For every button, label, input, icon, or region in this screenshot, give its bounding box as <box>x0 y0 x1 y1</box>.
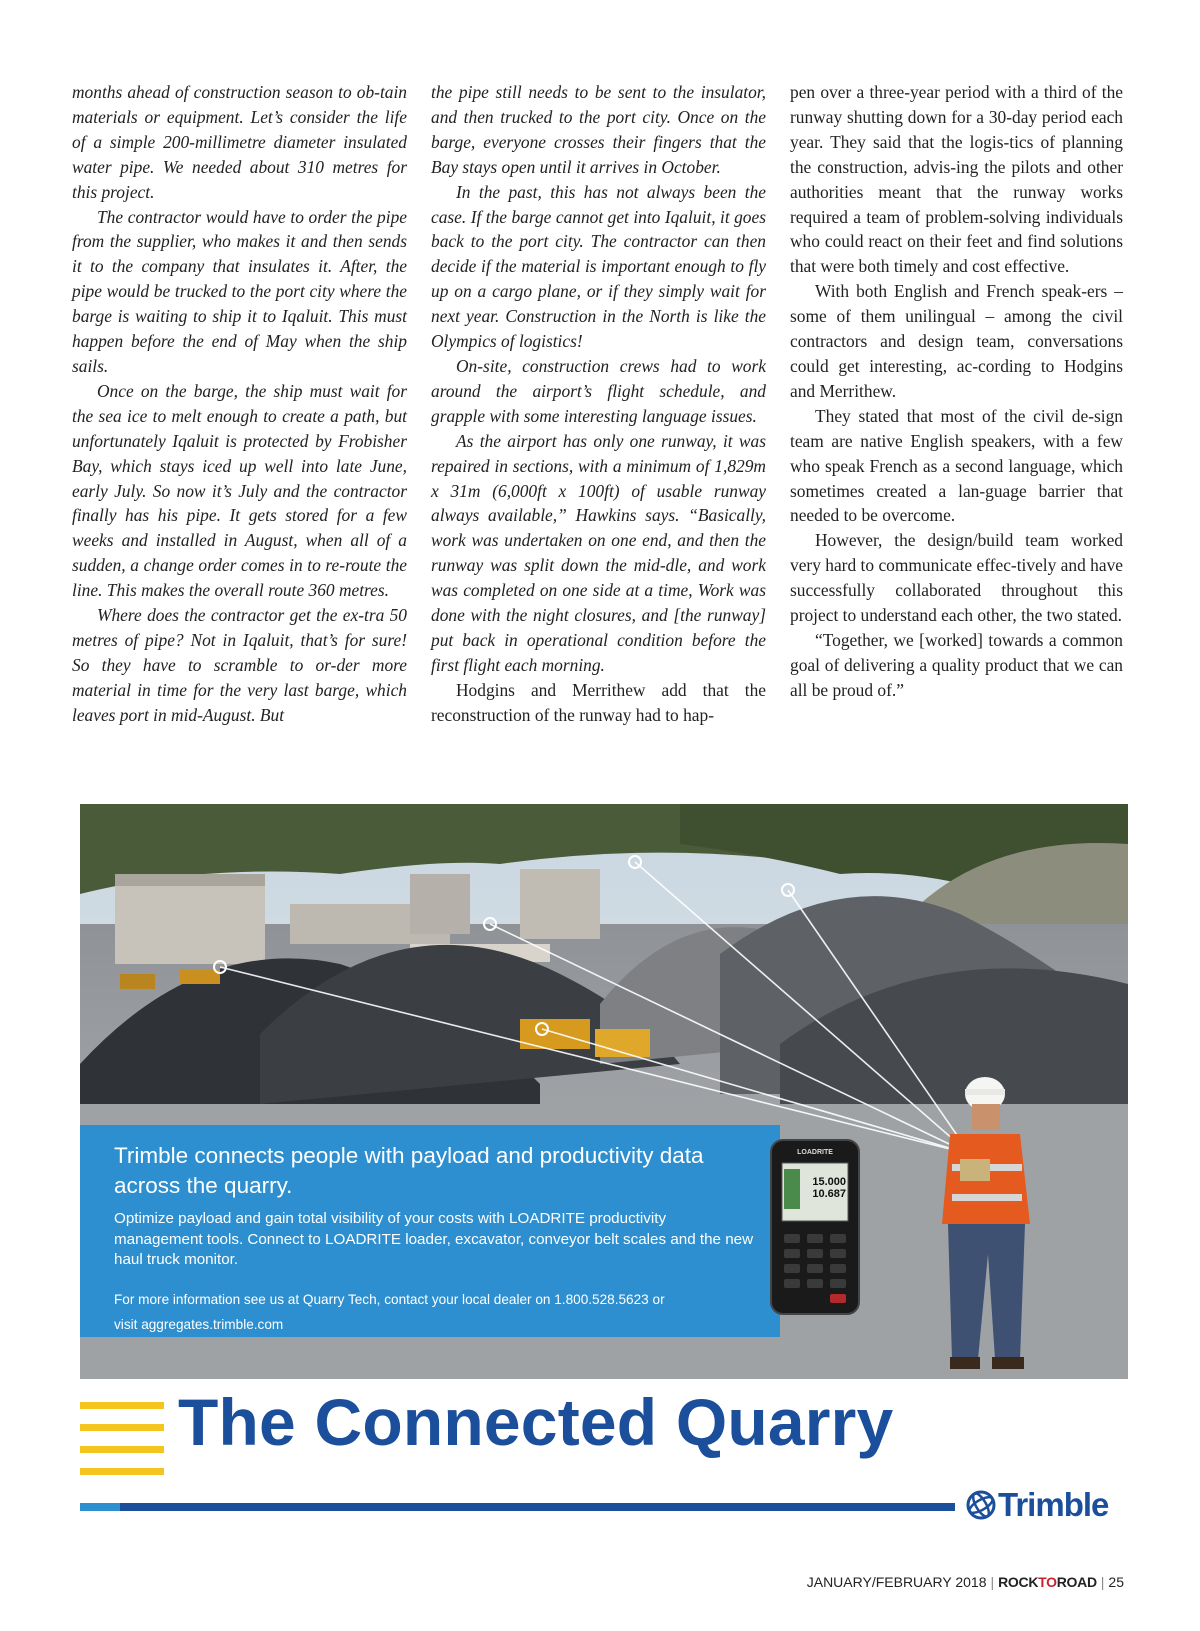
ad-divider-accent <box>80 1503 120 1511</box>
yellow-bars-icon <box>80 1402 164 1474</box>
article-column-2 <box>431 80 766 728</box>
ad-divider-rule <box>80 1503 955 1511</box>
quoted-section <box>431 80 766 678</box>
ad-title-row <box>80 1385 1128 1500</box>
page-footer: JANUARY/FEBRUARY 2018 | ROCKTOROAD | 25 <box>806 1574 1124 1590</box>
ad-text-panel <box>80 1125 780 1337</box>
device-reading-2: 10.687 <box>812 1188 846 1200</box>
loadrite-handheld-device <box>770 1139 860 1315</box>
magazine-name <box>998 1574 1097 1590</box>
trimble-globe-icon <box>965 1489 997 1521</box>
magazine-name-rock: ROCK <box>998 1574 1039 1590</box>
paragraph: In the past, this has not always been the case. If the barge cannot get into Iqaluit, it goes back to the port city. The contractor can then decide if the material is important enough to fly up on a cargo plane, or if they simply wait for next year. Construction in the North is like the Olympics of logistics! <box>431 181 766 352</box>
trimble-wordmark: Trimble <box>998 1486 1109 1523</box>
paragraph: However, the design/build team worked very hard to communicate effec-tively and have successfully collaborated throughout this project to understand each other, the two stated. <box>790 530 1123 626</box>
paragraph: months ahead of construction season to ob-tain materials or equipment. Let’s consider the life of a simple 200-millimetre diameter insulated water pipe. We needed about 310 metres for this project. <box>72 82 407 202</box>
paragraph: With both English and French speak-ers – some of them unilingual – among the civil contractors and design team, conversations could get interesting, ac-cording to Hodgins and Merrithew. <box>790 281 1123 401</box>
paragraph: Where does the contractor get the ex-tra 50 metres of pipe? Not in Iqaluit, that’s for sure! So they have to scramble to or-der more material in time for the very last barge, which leaves port in mid-August. But <box>72 605 407 725</box>
paragraph: Once on the barge, the ship must wait for the sea ice to melt enough to create a path, but unfortunately Iqaluit is protected by Frobisher Bay, which stays iced up well into late June, early July. So now it’s July and the contractor finally has his pipe. It gets stored for a few weeks and installed in August, when all of a sudden, a change order comes in to re-route the line. This makes the overall route 360 metres. <box>72 380 407 601</box>
magazine-name-road: ROAD <box>1056 1574 1097 1590</box>
paragraph: Hodgins and Merrithew add that the reconstruction of the runway had to hap- <box>431 679 766 725</box>
paragraph: The contractor would have to order the pipe from the supplier, who makes it and then sends it to the company that insulates it. After, the pipe would be trucked to the port city where the barge is waiting to ship it to Iqaluit. This must happen before the end of May when the ship sails. <box>72 206 407 376</box>
paragraph: They stated that most of the civil de-sign team are native English speakers, with a few who speak French as a second language, which sometimes created a lan-guage barrier that needed to be overcome. <box>790 405 1123 526</box>
issue-date: JANUARY/FEBRUARY 2018 <box>806 1574 987 1590</box>
paragraph: On-site, construction crews had to work around the airport’s flight schedule, and grapple with some interesting language issues. <box>431 355 766 426</box>
ad-website: visit aggregates.trimble.com <box>114 1317 284 1332</box>
magazine-name-to: TO <box>1038 1574 1057 1590</box>
paragraph: “Together, we [worked] towards a common goal of delivering a quality product that we can all be proud of.” <box>790 629 1123 700</box>
page-number: 25 <box>1108 1574 1124 1590</box>
ad-contact-line: For more information see us at Quarry Tech, contact your local dealer on 1.800.528.5623 or <box>114 1292 665 1307</box>
trimble-logo <box>965 1486 1130 1526</box>
article-column-1 <box>72 80 407 728</box>
ad-headline: Trimble connects people with payload and productivity data across the quarry. <box>114 1143 704 1198</box>
ad-title: The Connected Quarry <box>178 1385 894 1459</box>
device-brand: LOADRITE <box>797 1149 833 1156</box>
trimble-advertisement <box>80 804 1128 1379</box>
device-reading-1: 15.000 <box>812 1176 846 1188</box>
article-column-3 <box>790 80 1123 703</box>
ad-body-text: Optimize payload and gain total visibility of your costs with LOADRITE productivity management tools. Connect to LOADRITE loader, excavator, conveyor belt scales and the new haul truck monitor. <box>114 1210 754 1268</box>
ad-contact-info <box>114 1287 734 1337</box>
paragraph: the pipe still needs to be sent to the insulator, and then trucked to the port city. Once on the barge, everyone crosses their fingers that the Bay stays open until it arrives in October. <box>431 82 766 177</box>
paragraph: pen over a three-year period with a third of the runway shutting down for a 30-day period each year. They said that the logis-tics of planning the construction, advis-ing the pilots and other authorities meant that the runway works required a team of problem-solving individuals who could react on their feet and find solutions that were both timely and cost effective. <box>790 82 1123 277</box>
paragraph: As the airport has only one runway, it was repaired in sections, with a minimum of 1,829m x 31m (6,000ft x 100ft) of usable runway always available,” Hawkins says. “Basically, work was undertaken on one end, and then the runway was split down the mid-dle, and work was completed on one side at a time, Work was done with the night closures, and [the runway] put back in operational condition before the first flight each morning. <box>431 430 766 675</box>
